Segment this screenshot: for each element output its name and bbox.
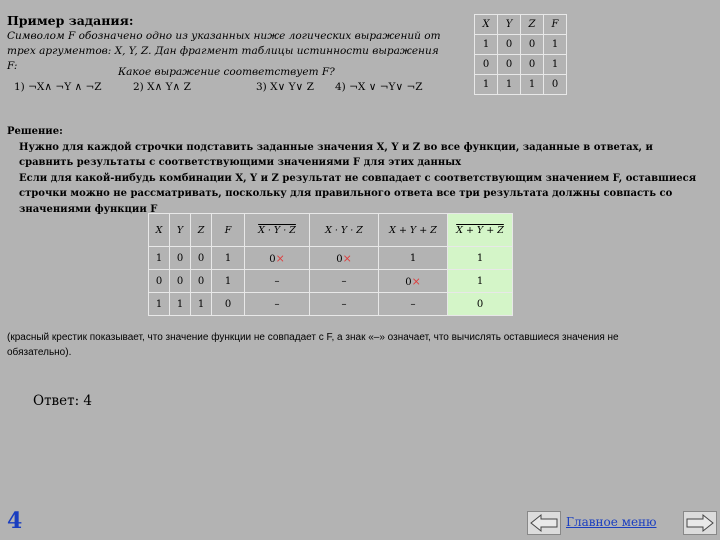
cross-icon: × <box>411 274 421 288</box>
cell: 1 <box>149 247 170 270</box>
option-2: 2) X∧ Y∧ Z <box>133 81 191 93</box>
cell: 0 <box>498 35 521 55</box>
cell: 0 <box>170 270 191 293</box>
cell: 0 <box>212 293 245 316</box>
cell-value: 0 <box>405 276 412 288</box>
header-cell: F <box>212 214 245 247</box>
cell: 1 <box>475 35 498 55</box>
expr-4-text: X + Y + Z <box>456 224 504 236</box>
cell: 0 <box>475 55 498 75</box>
cell: 0 <box>544 75 567 95</box>
expr-header-4 <box>448 214 513 247</box>
expr-3-text: X + Y + Z <box>389 224 437 236</box>
cell: 0 <box>191 247 212 270</box>
back-button[interactable] <box>527 511 561 535</box>
solution <box>7 124 707 217</box>
header-cell: X <box>475 15 498 35</box>
table-row <box>149 270 513 293</box>
cross-icon: × <box>275 251 285 265</box>
task-intro: Символом F обозначено одно из указанных ниже логических выражений от трех аргументов: X, Y, Z. Дан фрагмент таблицы истинности выражения F: <box>7 30 441 72</box>
table-row <box>475 75 567 95</box>
cell <box>310 247 379 270</box>
cell: 1 <box>521 75 544 95</box>
expr-header-3 <box>379 214 448 247</box>
solution-paragraph-2: Если для какой-нибудь комбинации X, Y и Z результат не совпадает с соответствующим значением F, оставшиеся строчки можно не рассматривать, поскольку для правильного ответа все три результата должны совпасть со значениями функции F <box>19 172 697 215</box>
cell: 1 <box>544 55 567 75</box>
task-question: Какое выражение соответствует F? <box>118 66 335 78</box>
task-title: Пример задания: <box>7 13 134 28</box>
cell: 0 <box>149 270 170 293</box>
page-number: 4 <box>7 508 23 534</box>
header-cell: X <box>149 214 170 247</box>
cell: 1 <box>475 75 498 95</box>
solution-paragraph-1: Нужно для каждой строчки подставить заданные значения X, Y и Z во все функции, заданные в ответах, и сравнить результаты с соответствующими значениями F для этих данных <box>19 141 653 168</box>
cell: 1 <box>379 247 448 270</box>
cell: 1 <box>544 35 567 55</box>
expr-2-text: X · Y · Z <box>325 224 363 236</box>
option-4: 4) ¬X ∨ ¬Y∨ ¬Z <box>335 81 423 93</box>
header-cell: Z <box>521 15 544 35</box>
cell <box>245 247 310 270</box>
solution-heading: Решение: <box>7 126 63 137</box>
table-row <box>475 55 567 75</box>
truth-table <box>474 14 567 95</box>
header-cell: Z <box>191 214 212 247</box>
arrow-left-icon <box>528 512 560 534</box>
cell <box>379 270 448 293</box>
cell: 1 <box>448 270 513 293</box>
cell: – <box>245 293 310 316</box>
header-cell: Y <box>498 15 521 35</box>
cell: 1 <box>191 293 212 316</box>
answer: Ответ: 4 <box>33 393 93 409</box>
cell: 1 <box>212 247 245 270</box>
cell: 0 <box>448 293 513 316</box>
option-3: 3) X∨ Y∨ Z <box>256 81 314 93</box>
solution-table-header <box>149 214 513 247</box>
table-row <box>149 293 513 316</box>
cell: 1 <box>498 75 521 95</box>
expr-1-text: X · Y · Z <box>258 224 296 236</box>
arrow-right-icon <box>684 512 716 534</box>
cross-icon: × <box>342 251 352 265</box>
cell: 0 <box>521 35 544 55</box>
explanation-note: (красный крестик показывает, что значение функции не совпадает с F, а знак «–» означает, что вычислять оставшиеся значения не обязательно). <box>7 332 619 358</box>
cell: 0 <box>521 55 544 75</box>
cell: 1 <box>170 293 191 316</box>
header-cell: F <box>544 15 567 35</box>
expr-header-2 <box>310 214 379 247</box>
cell: 0 <box>191 270 212 293</box>
truth-table-header <box>475 15 567 35</box>
cell: – <box>379 293 448 316</box>
option-1: 1) ¬X∧ ¬Y ∧ ¬Z <box>14 81 102 93</box>
cell: 0 <box>170 247 191 270</box>
cell: – <box>310 270 379 293</box>
cell: – <box>245 270 310 293</box>
header-cell: Y <box>170 214 191 247</box>
main-menu-link[interactable]: Главное меню <box>566 515 657 529</box>
cell: 1 <box>149 293 170 316</box>
expr-header-1 <box>245 214 310 247</box>
cell: 1 <box>448 247 513 270</box>
cell: 1 <box>212 270 245 293</box>
table-row <box>149 247 513 270</box>
cell: – <box>310 293 379 316</box>
cell-value: 0 <box>269 253 276 265</box>
cell-value: 0 <box>336 253 343 265</box>
forward-button[interactable] <box>683 511 717 535</box>
cell: 0 <box>498 55 521 75</box>
table-row <box>475 35 567 55</box>
solution-table <box>148 213 513 316</box>
